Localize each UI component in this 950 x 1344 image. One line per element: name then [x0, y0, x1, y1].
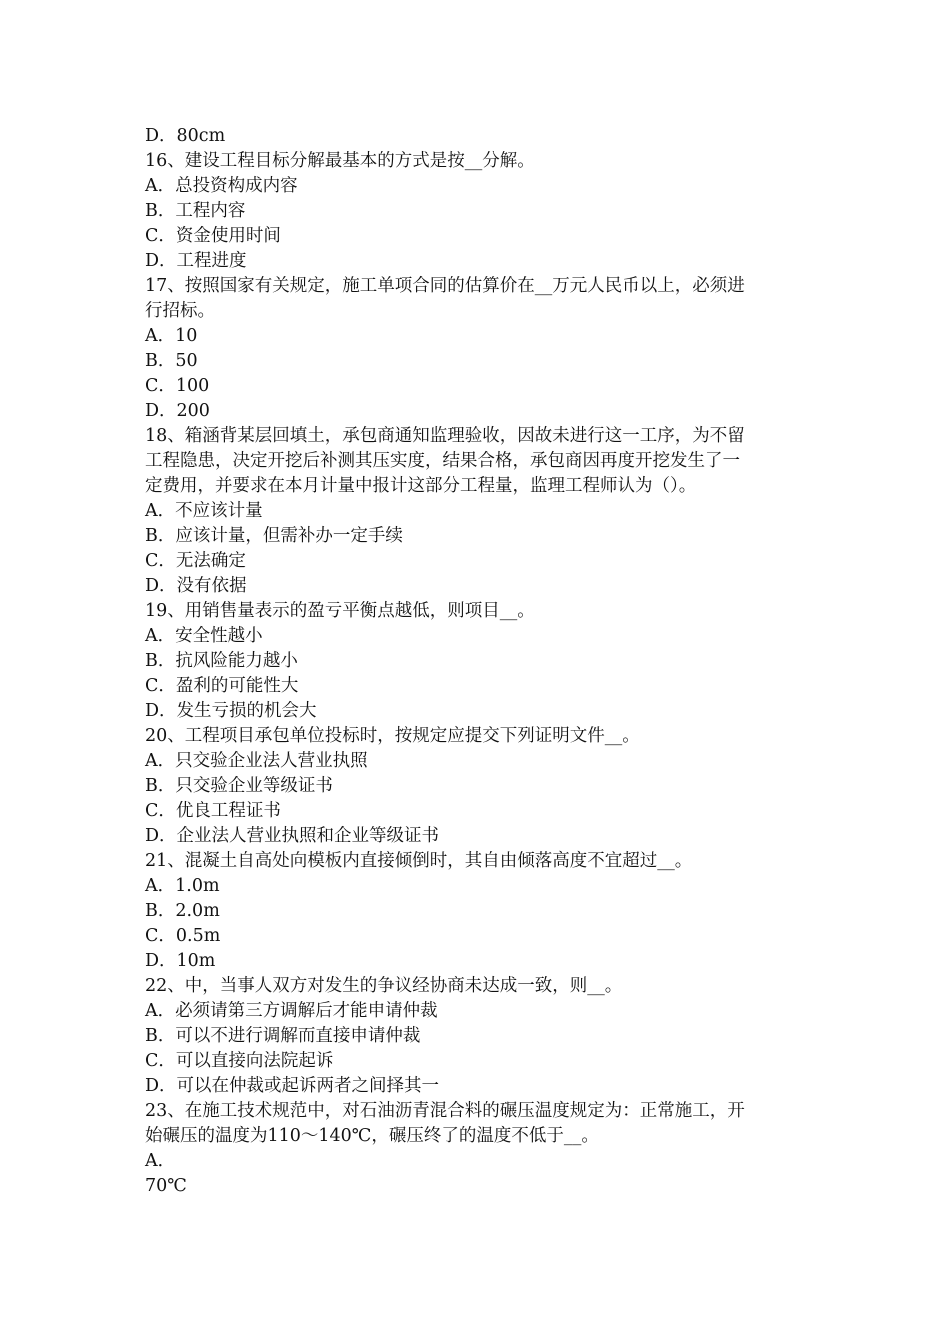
question-21: 21、混凝土自高处向模板内直接倾倒时，其自由倾落高度不宜超过__。	[145, 851, 693, 871]
option-line: A．10	[145, 326, 198, 346]
question-23: 23、在施工技术规范中，对石油沥青混合料的碾压温度规定为：正常施工，开	[145, 1101, 745, 1121]
option-line: A．只交验企业法人营业执照	[145, 751, 368, 771]
option-line: B．50	[145, 351, 198, 371]
option-line: C．可以直接向法院起诉	[145, 1051, 334, 1071]
question-18: 18、箱涵背某层回填土，承包商通知监理验收，因故未进行这一工序，为不留	[145, 426, 745, 446]
option-value: 70℃	[145, 1176, 187, 1196]
option-line: D．200	[145, 401, 210, 421]
question-16: 16、建设工程目标分解最基本的方式是按__分解。	[145, 151, 535, 171]
question-23-cont: 始碾压的温度为110～140℃，碾压终了的温度不低于__。	[145, 1126, 599, 1146]
option-line: A．	[145, 1151, 176, 1171]
option-line: A．总投资构成内容	[145, 176, 298, 196]
option-line: B．工程内容	[145, 201, 246, 221]
option-line: B．应该计量，但需补办一定手续	[145, 526, 403, 546]
question-17: 17、按照国家有关规定，施工单项合同的估算价在__万元人民币以上，必须进	[145, 276, 745, 296]
option-line: D．80cm	[145, 126, 226, 146]
option-line: C．优良工程证书	[145, 801, 281, 821]
option-line: B．只交验企业等级证书	[145, 776, 333, 796]
option-line: B．可以不进行调解而直接申请仲裁	[145, 1026, 421, 1046]
option-line: C．100	[145, 376, 210, 396]
option-line: B．抗风险能力越小	[145, 651, 298, 671]
document-body	[145, 124, 807, 1199]
question-19: 19、用销售量表示的盈亏平衡点越低，则项目__。	[145, 601, 535, 621]
question-20: 20、工程项目承包单位投标时，按规定应提交下列证明文件__。	[145, 726, 640, 746]
option-line: C．盈利的可能性大	[145, 676, 299, 696]
question-22: 22、中，当事人双方对发生的争议经协商未达成一致，则__。	[145, 976, 623, 996]
option-line: D．可以在仲裁或起诉两者之间择其一	[145, 1076, 440, 1096]
option-line: D．没有依据	[145, 576, 247, 596]
option-line: A．安全性越小	[145, 626, 263, 646]
option-line: B．2.0m	[145, 901, 220, 921]
option-line: A．1.0m	[145, 876, 220, 896]
question-17-cont: 行招标。	[145, 301, 215, 321]
option-line: D．企业法人营业执照和企业等级证书	[145, 826, 440, 846]
option-line: A．不应该计量	[145, 501, 263, 521]
option-line: C．0.5m	[145, 926, 221, 946]
option-line: D．10m	[145, 951, 216, 971]
question-18-cont: 工程隐患，决定开挖后补测其压实度，结果合格，承包商因再度开挖发生了一	[145, 451, 740, 471]
question-18-cont: 定费用，并要求在本月计量中报计这部分工程量，监理工程师认为（）。	[145, 476, 697, 496]
option-line: D．发生亏损的机会大	[145, 701, 317, 721]
option-line: C．无法确定	[145, 551, 246, 571]
option-line: A．必须请第三方调解后才能申请仲裁	[145, 1001, 438, 1021]
option-line: C．资金使用时间	[145, 226, 281, 246]
option-line: D．工程进度	[145, 251, 247, 271]
